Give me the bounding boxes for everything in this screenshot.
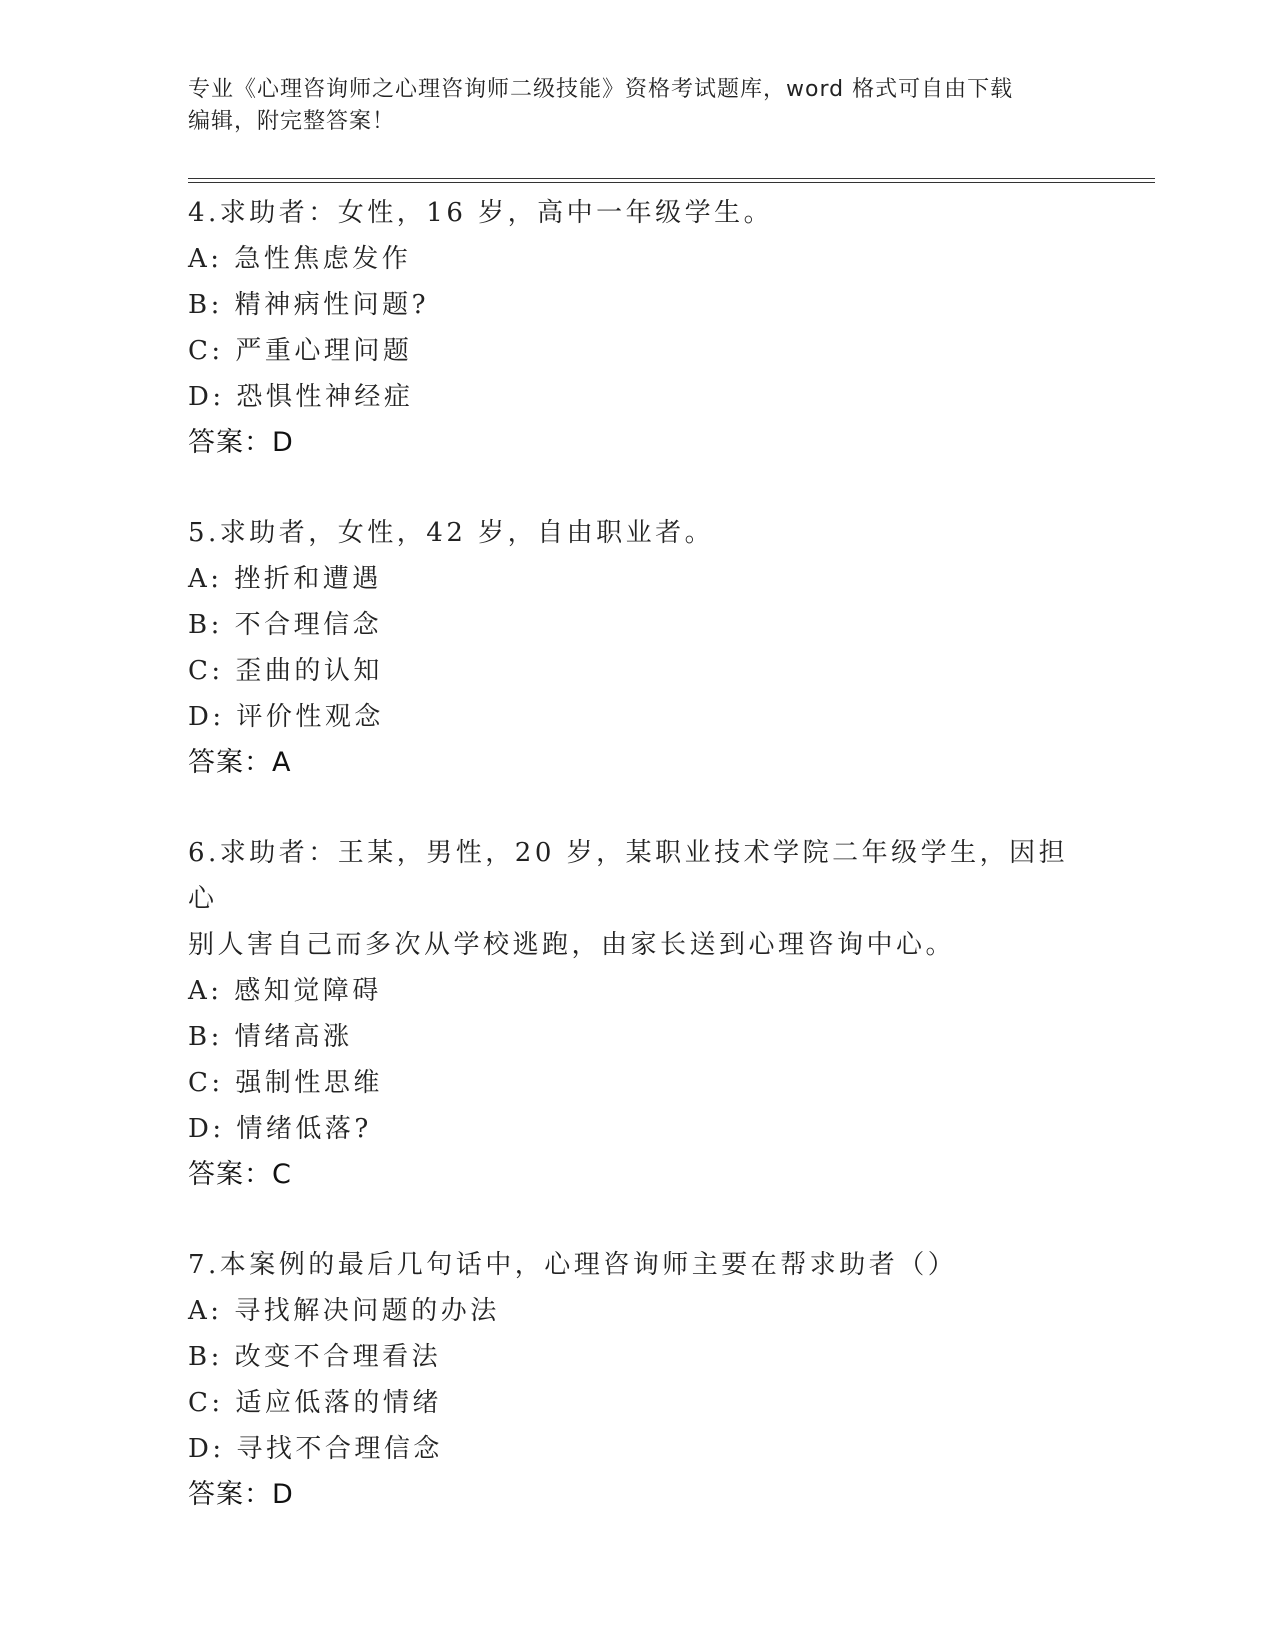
header-rule-bottom — [188, 182, 1155, 183]
question-title: 7.本案例的最后几句话中，心理咨询师主要在帮求助者（） — [188, 1250, 958, 1280]
answer: 答案：C — [188, 1159, 292, 1190]
question-title-continued: 别人害自己而多次从学校逃跑，由家长送到心理咨询中心。 — [188, 930, 956, 960]
option-b: B: 精神病性问题? — [188, 290, 430, 320]
option-d: D: 评价性观念 — [188, 702, 384, 732]
option-d: D: 恐惧性神经症 — [188, 382, 414, 412]
question-4 — [188, 190, 1088, 466]
option-d: D: 情绪低落? — [188, 1114, 372, 1144]
question-title: 5.求助者，女性，42 岁，自由职业者。 — [188, 518, 715, 548]
option-b: B: 不合理信念 — [188, 610, 383, 640]
option-a: A: 挫折和遭遇 — [188, 564, 382, 594]
answer: 答案：A — [188, 747, 292, 778]
option-b: B: 改变不合理看法 — [188, 1342, 442, 1372]
option-c: C: 严重心理问题 — [188, 336, 413, 366]
question-title: 6.求助者：王某，男性，20 岁，某职业技术学院二年级学生，因担心 — [188, 838, 1069, 914]
document-header — [188, 74, 1088, 138]
header-line-1: 专业《心理咨询师之心理咨询师二级技能》资格考试题库，word 格式可自由下载 — [188, 77, 1014, 102]
option-c: C: 适应低落的情绪 — [188, 1388, 442, 1418]
answer: 答案：D — [188, 427, 294, 458]
question-6 — [188, 830, 1088, 1198]
option-c: C: 强制性思维 — [188, 1068, 383, 1098]
question-5 — [188, 510, 1088, 786]
option-b: B: 情绪高涨 — [188, 1022, 353, 1052]
question-7 — [188, 1242, 1088, 1518]
answer: 答案：D — [188, 1479, 294, 1510]
option-d: D: 寻找不合理信念 — [188, 1434, 443, 1464]
option-a: A: 寻找解决问题的办法 — [188, 1296, 500, 1326]
question-title: 4.求助者：女性，16 岁，高中一年级学生。 — [188, 198, 774, 228]
option-a: A: 急性焦虑发作 — [188, 244, 412, 274]
option-c: C: 歪曲的认知 — [188, 656, 383, 686]
option-a: A: 感知觉障碍 — [188, 976, 382, 1006]
header-rule-top — [188, 178, 1155, 179]
question-list — [188, 190, 1088, 1562]
header-line-2: 编辑，附完整答案！ — [188, 109, 396, 134]
